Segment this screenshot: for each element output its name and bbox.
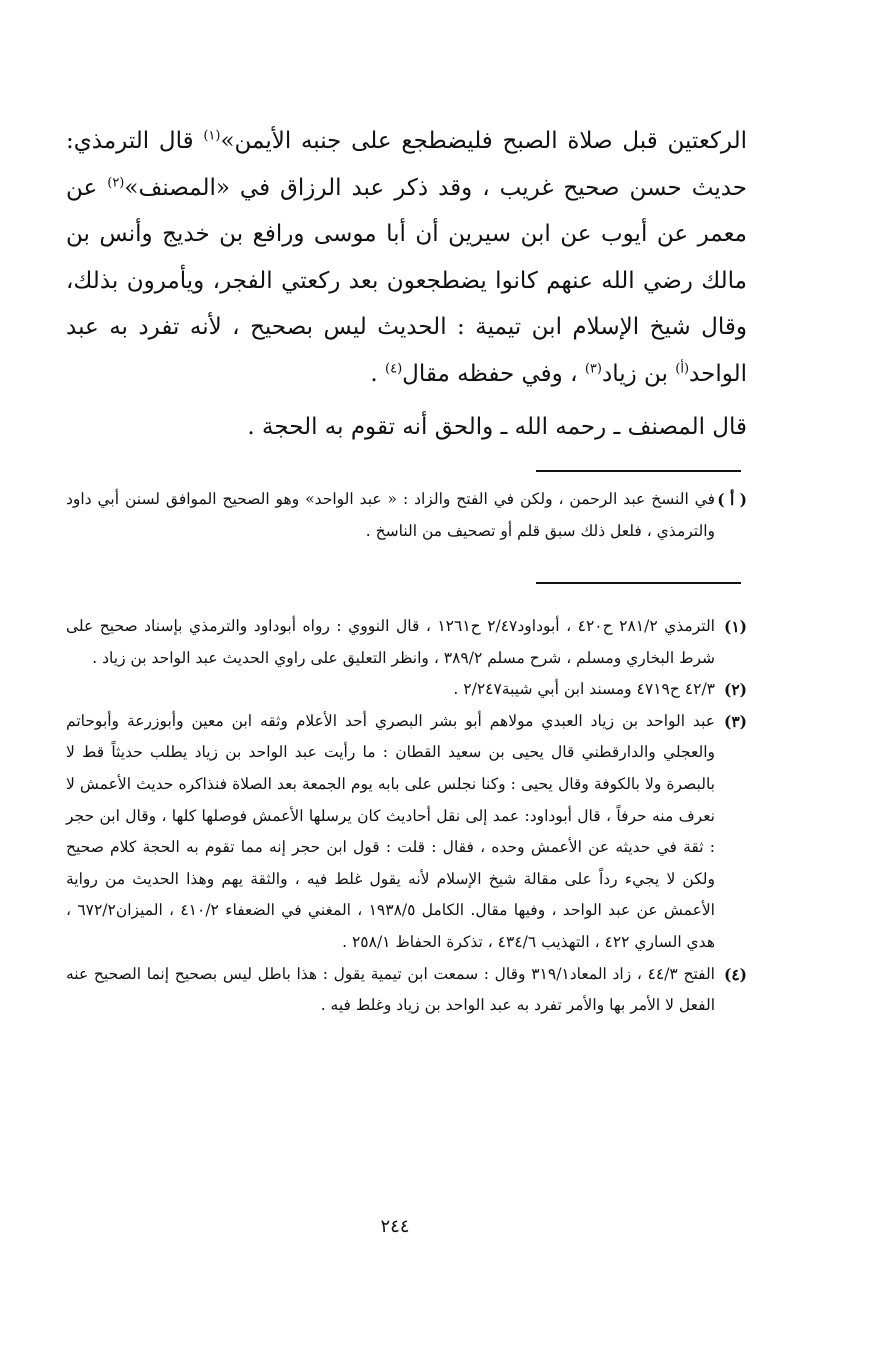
footnote-4 (66, 959, 747, 1022)
main-text-part-5: ، وفي حفظه مقال (402, 360, 585, 387)
footnote-ref-2: (٢) (107, 174, 125, 190)
main-text-part-3: عن معمر عن أيوب عن ابن سيرين أن أبا موسى ورافع بن خديج وأنس بن مالك رضي الله عنهم كانوا يضطجعون بعد ركعتي الفجر، ويأمرون بذلك، وقال شيخ الإسلام ابن تيمية : الحديث ليس بصحيح ، لأنه تفرد به عبد الواحد (66, 174, 747, 387)
footnote-divider-2 (536, 582, 741, 584)
main-text-part-4: بن زياد (601, 360, 676, 387)
footnote-ref-1: (١) (203, 128, 221, 144)
main-text-part-1: الركعتين قبل صلاة الصبح فليضطجع على جنبه الأيمن» (220, 128, 747, 154)
footnote-1-text: الترمذي ٢٨١/٢ ح٤٢٠ ، أبوداود٢/٤٧ ح١٢٦١ ، قال النووي : رواه أبوداود والترمذي بإسناد صحيح على شرط البخاري ومسلم ، شرح مسلم ٣٨٩/٢ ، وانظر التعليق على راوي الحديث عبد الواحد بن زياد . (66, 617, 715, 667)
variant-footnote-mark: ( أ ) (717, 490, 747, 509)
footnote-1-mark: (١) (723, 617, 747, 636)
closing-statement: قال المصنف ـ رحمه الله ـ والحق أنه تقوم به الحجة . (247, 413, 747, 440)
footnote-3 (66, 706, 747, 959)
footnote-divider-1 (536, 470, 741, 472)
page-number: ٢٤٤ (380, 1216, 410, 1237)
footnote-1 (66, 611, 747, 674)
variant-footnotes (66, 484, 747, 547)
main-paragraph (66, 118, 747, 398)
footnote-ref-3: (٣) (584, 361, 602, 377)
main-text-part-2: قال الترمذي: حديث حسن صحيح غريب ، وقد ذكر عبد الرزاق في «المصنف» (66, 128, 748, 201)
variant-footnote-text: في النسخ عبد الرحمن ، ولكن في الفتح والزاد : « عبد الواحد» وهو الصحيح الموافق لسنن أبي داود والترمذي ، فلعل ذلك سبق قلم أو تصحيف من الناسخ . (66, 490, 715, 540)
footnote-2-mark: (٢) (723, 680, 747, 700)
footnote-3-mark: (٣) (723, 711, 747, 731)
footnote-4-mark: (٤) (723, 964, 747, 984)
main-text (66, 118, 747, 450)
footnotes (66, 611, 747, 1022)
footnote-4-text: الفتح ٤٤/٣ ، زاد المعاد٣١٩/١ وقال : سمعت ابن تيمية يقول : هذا باطل ليس بصحيح إنما الصحيح عنه الفعل لا الأمر بها والأمر تفرد به عبد الواحد بن زياد وغلط فيه . (66, 964, 715, 1015)
main-text-part-6: . (370, 360, 386, 387)
footnote-ref-4: (٤) (385, 361, 403, 377)
footnote-2 (66, 674, 747, 706)
footnote-2-text: ٤٢/٣ ح٤٧١٩ ومسند ابن أبي شيبة٢/٢٤٧ . (453, 680, 715, 699)
footnote-3-text: عبد الواحد بن زياد العبدي مولاهم أبو بشر البصري أحد الأعلام وثقه ابن معين وأبوزرعة وأبوحاتم والعجلي والدارقطني قال يحيى بن سعيد القطان : ما رأيت عبد الواحد بن زياد يطلب حديثاً قط لا بالبصرة ولا بالكوفة وقال يحيى : وكنا نجلس على بابه يوم الجمعة بعد الصلاة فنذاكره حديث الأعمش لا نعرف منه حرفاً ، قال أبوداود: عمد إلى نقل أحاديث كان يرسلها الأعمش فوصلها كلها ، وقال ابن حجر : ثقة في حديثه عن الأعمش وحده ، فقال : قلت : قول ابن حجر إنه مما تقوم به الحجة كلام صحيح ولكن لا يجيء رداً على مقالة شيخ الإسلام لأنه يقول غلط فيه ، والثقة يهم وهذا الحديث من رواية الأعمش عن عبد الواحد ، وفيها مقال. الكامل ١٩٣٨/٥ ، المغني في الضعفاء ٤١٠/٢ ، الميزان٦٧٢/٢ ، هدي الساري ٤٢٢ ، التهذيب ٤٣٤/٦ ، تذكرة الحفاظ ٢٥٨/١ . (66, 711, 715, 951)
variant-footnote (66, 484, 747, 547)
footnote-ref-a: (أ) (675, 361, 690, 377)
